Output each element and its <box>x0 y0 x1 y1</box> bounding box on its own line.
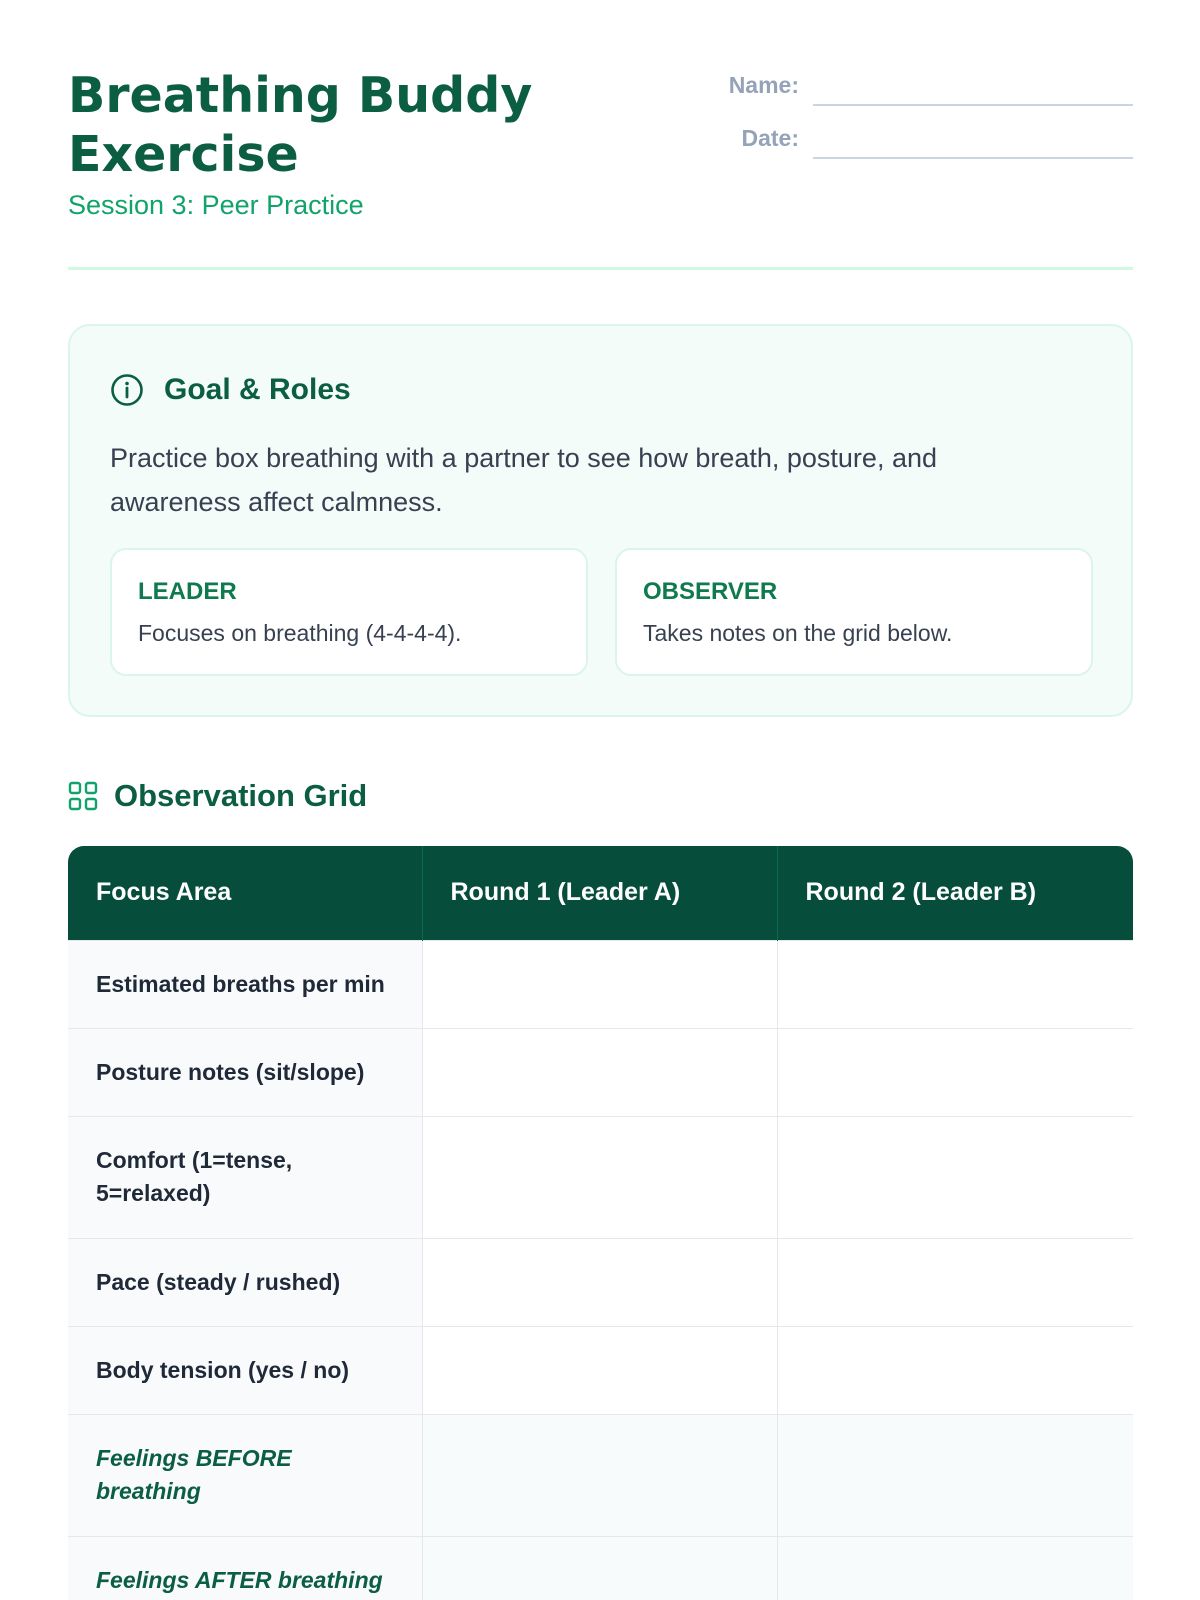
role-description: Takes notes on the grid below. <box>643 620 953 646</box>
round-1-cell[interactable] <box>422 1414 777 1536</box>
info-icon <box>110 373 144 407</box>
worksheet-header <box>68 66 1133 270</box>
date-label: Date: <box>741 125 799 151</box>
name-label: Name: <box>728 72 799 98</box>
grid-icon <box>68 781 98 811</box>
round-1-cell[interactable] <box>422 1028 777 1116</box>
round-1-cell[interactable] <box>422 1536 777 1600</box>
role-card-observer <box>615 548 1093 676</box>
role-card-leader <box>110 548 588 676</box>
role-title: OBSERVER <box>643 578 778 605</box>
round-1-cell[interactable] <box>422 1238 777 1326</box>
round-2-cell[interactable] <box>777 1536 1133 1600</box>
focus-area-label: Body tension (yes / no) <box>68 1326 422 1414</box>
focus-area-label: Posture notes (sit/slope) <box>68 1028 422 1116</box>
observation-table <box>68 846 1133 1600</box>
round-2-cell[interactable] <box>777 1414 1133 1536</box>
focus-area-label: Feelings BEFORE breathing <box>68 1414 422 1536</box>
table-row <box>68 1536 1133 1600</box>
table-row <box>68 940 1133 1028</box>
focus-area-label: Estimated breaths per min <box>68 940 422 1028</box>
column-header-round-1: Round 1 (Leader A) <box>422 846 777 940</box>
goal-description: Practice box breathing with a partner to see how breath, posture, and awareness affect calmness. <box>110 443 937 517</box>
round-1-cell[interactable] <box>422 1116 777 1238</box>
name-date-fields <box>723 66 1133 172</box>
table-row <box>68 1028 1133 1116</box>
focus-area-label: Pace (steady / rushed) <box>68 1238 422 1326</box>
observation-grid-heading <box>68 776 367 816</box>
name-field[interactable] <box>813 104 1133 106</box>
page-subtitle: Session 3: Peer Practice <box>68 190 364 220</box>
worksheet-page <box>68 0 1133 1600</box>
goal-heading <box>110 372 351 408</box>
table-row <box>68 1326 1133 1414</box>
role-description: Focuses on breathing (4-4-4-4). <box>138 620 462 646</box>
table-header-row <box>68 846 1133 940</box>
date-field-row <box>723 119 1133 172</box>
table-row <box>68 1238 1133 1326</box>
table-row <box>68 1414 1133 1536</box>
date-field[interactable] <box>813 157 1133 159</box>
round-2-cell[interactable] <box>777 1326 1133 1414</box>
round-2-cell[interactable] <box>777 1238 1133 1326</box>
focus-area-label: Comfort (1=tense, 5=relaxed) <box>68 1116 422 1238</box>
round-1-cell[interactable] <box>422 940 777 1028</box>
column-header-focus-area: Focus Area <box>68 846 422 940</box>
round-2-cell[interactable] <box>777 940 1133 1028</box>
role-title: LEADER <box>138 578 237 605</box>
focus-area-label: Feelings AFTER breathing <box>68 1536 422 1600</box>
column-header-round-2: Round 2 (Leader B) <box>777 846 1133 940</box>
table-row <box>68 1116 1133 1238</box>
round-2-cell[interactable] <box>777 1028 1133 1116</box>
page-title: Breathing Buddy Exercise <box>68 67 533 183</box>
round-1-cell[interactable] <box>422 1326 777 1414</box>
goal-roles-panel <box>68 324 1133 717</box>
round-2-cell[interactable] <box>777 1116 1133 1238</box>
observation-grid-title: Observation Grid <box>114 778 368 813</box>
name-field-row <box>723 66 1133 119</box>
goal-title: Goal & Roles <box>164 373 351 406</box>
